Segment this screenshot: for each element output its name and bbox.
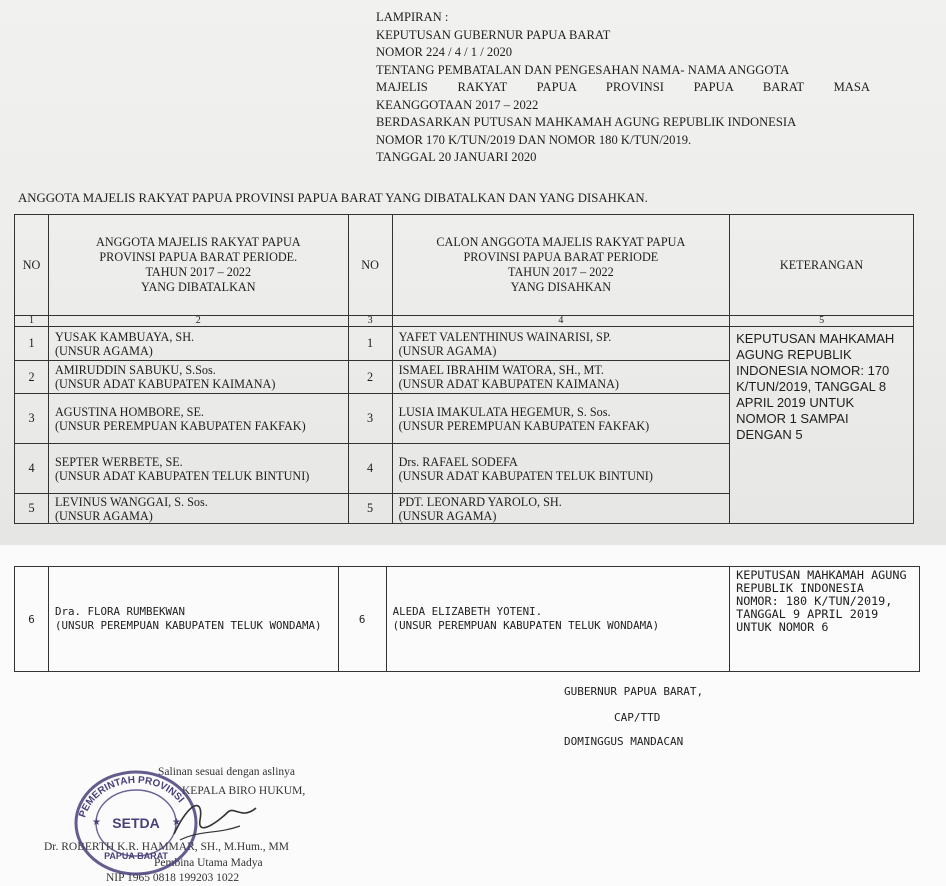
cancelled-member	[48, 567, 338, 672]
seal-center-text: SETDA	[112, 815, 160, 831]
certifier-name: Dr. ROBERTH K.R. HAMMAR, SH., M.Hum., MM	[44, 841, 289, 853]
header-line: NOMOR 170 K/TUN/2019 DAN NOMOR 180 K/TUN/2019.	[376, 132, 692, 147]
header-no: NO	[15, 215, 49, 316]
header-line: MAJELIS RAKYAT PAPUA PROVINSI PAPUA BARAT MASA	[376, 80, 870, 94]
member-name: Dra. FLORA RUMBEKWAN	[54, 605, 185, 618]
header-approved-line: CALON ANGGOTA MAJELIS RAKYAT PAPUA	[436, 235, 686, 249]
cancelled-member	[48, 444, 348, 494]
row-number: 6	[15, 567, 49, 672]
header-line: NOMOR 224 / 4 / 1 / 2020	[376, 45, 513, 59]
row-number: 5	[15, 494, 49, 524]
member-unit: (UNSUR AGAMA)	[54, 343, 153, 358]
header-line: TANGGAL 20 JANUARI 2020	[376, 150, 537, 164]
row-number: 4	[15, 444, 49, 494]
members-table-continued	[14, 566, 920, 672]
seal-bottom-text: PAPUA BARAT	[104, 851, 168, 861]
header-cancelled-line: YANG DIBATALKAN	[141, 280, 256, 294]
row-number-2: 5	[348, 494, 392, 524]
header-cancelled	[48, 215, 348, 316]
member-name: ALEDA ELIZABETH YOTENI.	[392, 605, 543, 618]
column-number: 4	[392, 316, 730, 327]
column-number-row	[15, 316, 914, 327]
header-no-2: NO	[348, 215, 392, 316]
header-line: KEANGGOTAAN 2017 – 2022	[376, 97, 539, 112]
remarks-cell: KEPUTUSAN MAHKAMAH AGUNG REPUBLIK INDONESIA NOMOR: 170 K/TUN/2019, TANGGAL 8 APRIL 2019 UNTUK NOMOR 1 SAMPAI DENGAN 5	[730, 327, 914, 524]
header-cancelled-line: ANGGOTA MAJELIS RAKYAT PAPUA	[96, 235, 301, 249]
row-number-2: 3	[348, 394, 392, 444]
member-name: ISMAEL IBRAHIM WATORA, SH., MT.	[398, 363, 604, 377]
remarks-cell: KEPUTUSAN MAHKAMAH AGUNG REPUBLIK INDONESIA NOMOR: 180 K/TUN/2019, TANGGAL 9 APRIL 2019 UNTUK NOMOR 6	[730, 567, 920, 672]
member-unit: (UNSUR ADAT KABUPATEN KAIMANA)	[398, 377, 619, 391]
member-name: AMIRUDDIN SABUKU, S.Sos.	[54, 363, 216, 377]
signature-cap: CAP/TTD	[614, 711, 661, 724]
member-name: LUSIA IMAKULATA HEGEMUR, S. Sos.	[398, 404, 611, 419]
header-approved-line: PROVINSI PAPUA BARAT PERIODE	[463, 250, 659, 264]
cancelled-member	[48, 361, 348, 394]
handwritten-signature	[170, 790, 260, 850]
member-name: YUSAK KAMBUAYA, SH.	[54, 329, 195, 344]
member-name: Drs. RAFAEL SODEFA	[398, 454, 518, 469]
approved-member	[392, 327, 730, 361]
cancelled-member	[48, 394, 348, 444]
member-unit: (UNSUR AGAMA)	[398, 343, 497, 358]
table-caption: ANGGOTA MAJELIS RAKYAT PAPUA PROVINSI PAPUA BARAT YANG DIBATALKAN DAN YANG DISAHKAN.	[18, 191, 648, 205]
star-icon: ★	[172, 817, 181, 828]
star-icon: ★	[92, 817, 101, 828]
certification-office: KEPALA BIRO HUKUM,	[182, 785, 306, 797]
seal-ring-text: PEMERINTAH PROVINSI	[77, 774, 186, 820]
row-number-2: 2	[348, 361, 392, 394]
table-row	[15, 567, 920, 672]
member-unit: (UNSUR ADAT KABUPATEN TELUK BINTUNI)	[54, 468, 310, 483]
row-number: 2	[15, 361, 49, 394]
column-number: 1	[15, 316, 49, 327]
approved-member	[392, 494, 730, 524]
attachment-header	[376, 9, 870, 167]
member-unit: (UNSUR PEREMPUAN KABUPATEN TELUK WONDAMA)	[392, 619, 660, 632]
approved-member	[392, 444, 730, 494]
header-line: TENTANG PEMBATALAN DAN PENGESAHAN NAMA- NAMA ANGGOTA	[376, 62, 790, 77]
column-number: 3	[348, 316, 392, 327]
header-remarks: KETERANGAN	[730, 215, 914, 316]
header-line: KEPUTUSAN GUBERNUR PAPUA BARAT	[376, 27, 611, 42]
column-number: 2	[48, 316, 348, 327]
member-unit: (UNSUR PEREMPUAN KABUPATEN FAKFAK)	[398, 418, 650, 433]
header-approved-line: YANG DISAHKAN	[510, 280, 612, 294]
member-name: SEPTER WERBETE, SE.	[54, 454, 183, 469]
row-number: 3	[15, 394, 49, 444]
member-unit: (UNSUR AGAMA)	[398, 508, 497, 523]
column-number: 5	[730, 316, 914, 327]
certification-line: Salinan sesuai dengan aslinya	[158, 766, 296, 778]
table-row	[15, 327, 914, 361]
member-name: YAFET VALENTHINUS WAINARISI, SP.	[398, 329, 612, 344]
member-unit: (UNSUR ADAT KABUPATEN TELUK BINTUNI)	[398, 468, 653, 483]
member-unit: (UNSUR PEREMPUAN KABUPATEN FAKFAK)	[54, 418, 306, 433]
signature-name: DOMINGGUS MANDACAN	[564, 735, 684, 748]
row-number-2: 4	[348, 444, 392, 494]
cancelled-member	[48, 494, 348, 524]
member-name: PDT. LEONARD YAROLO, SH.	[398, 494, 562, 509]
row-number-2: 1	[348, 327, 392, 361]
header-approved	[392, 215, 730, 316]
member-name: LEVINUS WANGGAI, S. Sos.	[54, 494, 208, 509]
signature-title: GUBERNUR PAPUA BARAT,	[564, 685, 704, 698]
cancelled-member	[48, 327, 348, 361]
approved-member	[386, 567, 730, 672]
table-header-row	[15, 215, 914, 316]
header-line: LAMPIRAN :	[376, 10, 449, 24]
row-number: 1	[15, 327, 49, 361]
header-line: BERDASARKAN PUTUSAN MAHKAMAH AGUNG REPUBLIK INDONESIA	[376, 115, 797, 129]
member-name: AGUSTINA HOMBORE, SE.	[54, 404, 204, 419]
header-approved-line: TAHUN 2017 – 2022	[508, 265, 614, 279]
approved-member	[392, 361, 730, 394]
header-cancelled-line: TAHUN 2017 – 2022	[145, 265, 252, 279]
member-unit: (UNSUR AGAMA)	[54, 508, 153, 523]
row-number-2: 6	[338, 567, 386, 672]
certifier-nip: NIP 1965 0818 199203 1022	[106, 872, 240, 884]
certifier-rank: Pembina Utama Madya	[154, 857, 263, 869]
approved-member	[392, 394, 730, 444]
member-unit: (UNSUR PEREMPUAN KABUPATEN TELUK WONDAMA)	[54, 619, 322, 632]
members-table	[14, 214, 914, 524]
header-cancelled-line: PROVINSI PAPUA BARAT PERIODE.	[99, 250, 298, 264]
member-unit: (UNSUR ADAT KABUPATEN KAIMANA)	[54, 377, 276, 391]
